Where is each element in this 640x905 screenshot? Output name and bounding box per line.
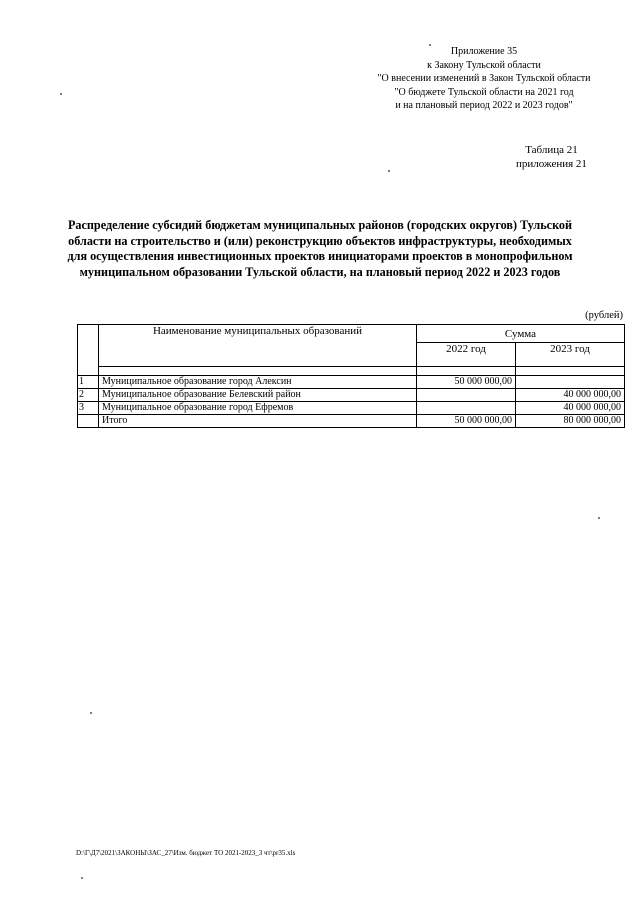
scan-speck	[388, 170, 390, 172]
total-value-2022: 50 000 000,00	[417, 415, 516, 428]
spacer-cell	[417, 367, 516, 376]
spacer-cell	[516, 367, 625, 376]
table-header-row	[78, 325, 625, 343]
header-name-cell: Наименование муниципальных образований	[99, 325, 417, 367]
table-row	[78, 376, 625, 389]
table-spacer-row	[78, 367, 625, 376]
appendix-line: и на плановый период 2022 и 2023 годов"	[395, 100, 573, 111]
total-value-2023: 80 000 000,00	[516, 415, 625, 428]
scan-speck	[598, 517, 600, 519]
row-value-2023: 40 000 000,00	[516, 402, 625, 415]
spacer-cell	[99, 367, 417, 376]
header-year-2023: 2023 год	[516, 343, 625, 367]
row-value-2022: 50 000 000,00	[417, 376, 516, 389]
header-index-cell	[78, 325, 99, 376]
table-row	[78, 402, 625, 415]
row-name: Муниципальное образование Белевский район	[99, 389, 417, 402]
appendix-line: "О бюджете Тульской области на 2021 год	[394, 86, 574, 98]
row-value-2022	[417, 389, 516, 402]
appendix-line: к Закону Тульской области	[427, 59, 541, 71]
table-reference-line2: приложения 21	[516, 158, 587, 170]
units-label: (рублей)	[585, 310, 623, 321]
total-number	[78, 415, 99, 428]
document-title: Распределение субсидий бюджетам муниципальных районов (городских округов) Тульской области на строительство и (или) реконструкцию объектов инфраструктуры, необходимых для осуществления инвестиционных проектов инициаторами проектов в монопрофильном муниципальном образовании Тульской области, на плановый период 2022 и 2023 годов	[67, 218, 573, 279]
scan-speck	[81, 877, 83, 879]
appendix-line: "О внесении изменений в Закон Тульской области	[377, 73, 591, 84]
row-number: 1	[78, 376, 99, 389]
header-sum-cell: Сумма	[417, 325, 625, 343]
appendix-header	[354, 45, 614, 113]
row-number: 3	[78, 402, 99, 415]
table-reference	[516, 143, 587, 171]
table-reference-line1: Таблица 21	[525, 144, 578, 156]
appendix-line: Приложение 35	[450, 46, 518, 57]
table-row	[78, 389, 625, 402]
row-name: Муниципальное образование город Ефремов	[99, 402, 417, 415]
scan-speck	[60, 93, 62, 95]
file-path-footer: D:\Г\Д7\2021\ЗАКОНЫ\ЗАС_27\Изм. бюджет ТО 2021-2023_3 чт\pr35.xls	[76, 849, 296, 857]
total-label: Итого	[99, 415, 417, 428]
subsidy-table	[77, 324, 625, 428]
row-value-2023	[516, 376, 625, 389]
scan-speck	[429, 44, 431, 46]
scan-speck	[90, 712, 92, 714]
table-total-row	[78, 415, 625, 428]
row-value-2022	[417, 402, 516, 415]
row-name: Муниципальное образование город Алексин	[99, 376, 417, 389]
row-value-2023: 40 000 000,00	[516, 389, 625, 402]
row-number: 2	[78, 389, 99, 402]
header-year-2022: 2022 год	[417, 343, 516, 367]
